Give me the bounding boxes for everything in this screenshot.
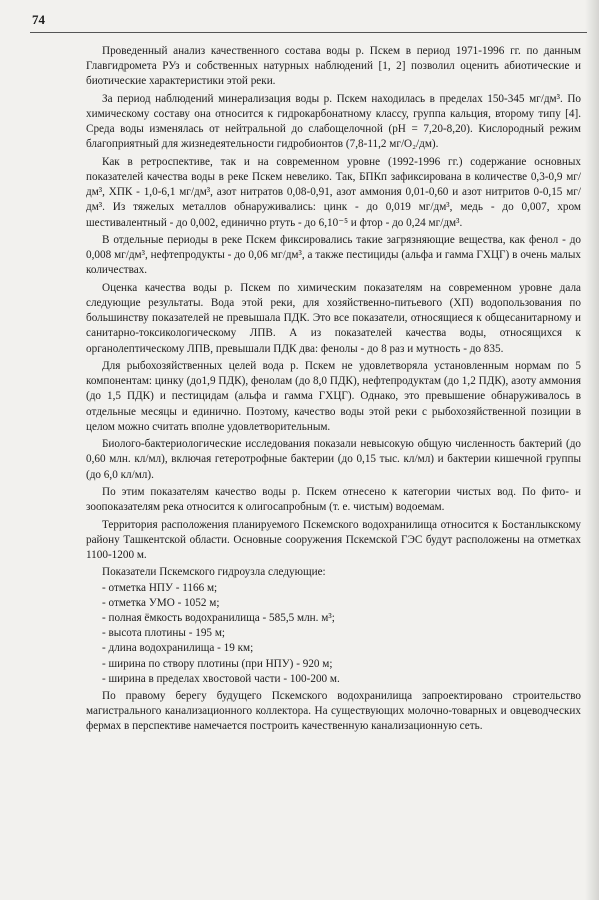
paragraph: Территория расположения планируемого Пскемского водохранилища относится к Бостанлыкскому району Ташкентской области. Основные сооружения Пскемской ГЭС будут расположены на отметках 1100-1200 м. — [86, 518, 581, 561]
list-item: - ширина в пределах хвостовой части - 100-200 м. — [102, 672, 340, 685]
paragraph: Биолого-бактериологические исследования показали невысокую общую численность бактерий (до 0,60 млн. кл/мл), включая гетеротрофные бактерии (до 0,15 тыс. кл/мл) и бактерии кишечной группы (до 6,0 кл/мл). — [86, 438, 581, 481]
list-item: - длина водохранилища - 19 км; — [102, 642, 254, 655]
body-text — [86, 44, 581, 737]
header-divider — [30, 32, 587, 33]
paragraph: Для рыбохозяйственных целей вода р. Пскем не удовлетворяла установленным нормам по 5 компонентам: цинку (до1,9 ПДК), фенолам (до 8,0 ПДК), нефтепродуктам (до 1,2 ПДК), азоту аммония (до 1,5 ПДК) и пестицидам (альфа и гамма ГХЦГ). Однако, это превышение обнаруживалось в отдельные месяцы и единично. Поэтому, качество воды этой реки с рыбохозяйственной позиции в целом можно считать вполне удовлетворительным. — [86, 360, 581, 433]
list-item: - высота плотины - 195 м; — [102, 627, 226, 640]
list-item: - отметка НПУ - 1166 м; — [102, 581, 218, 594]
paragraph: В отдельные периоды в реке Пскем фиксировались такие загрязняющие вещества, как фенол - до 0,008 мг/дм³, нефтепродукты - до 0,06 мг/дм³, а также пестициды (альфа и гамма ГХЦГ) в очень малых количествах. — [86, 234, 581, 277]
list-item: - отметка УМО - 1052 м; — [102, 596, 220, 609]
page-edge-shadow — [585, 0, 599, 900]
paragraph: Проведенный анализ качественного состава воды р. Пскем в период 1971-1996 гг. по данным Главгидромета РУз и собственных натурных наблюдений [1, 2] позволил оценить абиотические и биотические характеристики этой реки. — [86, 45, 581, 88]
paragraph: По правому берегу будущего Пскемского водохранилища запроектировано строительство магистрального канализационного коллектора. На существующих молочно-товарных и овцеводческих фермах в перспективе намечается построить качественную канализационную сеть. — [86, 690, 581, 733]
indicators-title: Показатели Пскемского гидроузла следующие: — [102, 566, 326, 579]
indicators-list — [86, 565, 581, 687]
page-number: 74 — [32, 12, 45, 27]
list-item: - ширина по створу плотины (при НПУ) - 920 м; — [102, 657, 333, 670]
paragraph: За период наблюдений минерализация воды р. Пскем находилась в пределах 150-345 мг/дм³. По химическому составу она относится к гидрокарбонатному классу, группа кальция, второму типу [4]. Среда воды изменялась от нейтральной до слабощелочной (рН = 7,20-8,20). Кислородный режим благоприятный для жизнедеятельности гидробионтов (7,8-11,2 мг/O₂/дм). — [86, 92, 581, 151]
paragraph: Оценка качества воды р. Пскем по химическим показателям на современном уровне дала следующие результаты. Вода этой реки, для хозяйственно-питьевого (ХП) водопользования по большинству показателей не превышала ПДК. Это все показатели, относящиеся к общесанитарному и санитарно-токсикологическому ЛПВ. А из показателей качества воды, относящихся к органолептическому ЛПВ, превышали ПДК два: фенолы - до 8 раз и мутность - до 835. — [86, 281, 581, 355]
paragraph: Как в ретроспективе, так и на современном уровне (1992-1996 гг.) содержание основных показателей качества воды в реке Пскем невелико. Так, БПКп зафиксирована в количестве 0,3-0,9 мг/дм³, ХПК - 1,0-6,1 мг/дм³, азот нитратов 0,08-0,91, азот аммония 0,01-0,60 и азот нитритов 0-0,15 мг/дм³. Из тяжелых металлов обнаруживались: цинк - до 0,019 мг/дм³, медь - до 0,007, хром шестивалентный - до 0,002, единично ртуть - до 6,10⁻⁵ и фтор - до 0,24 мг/дм³. — [86, 155, 581, 229]
paragraph: По этим показателям качество воды р. Пскем отнесено к категории чистых вод. По фито- и зоопоказателям река относится к олигосапробным (т. е. чистым) водоемам. — [86, 486, 581, 514]
list-item: - полная ёмкость водохранилища - 585,5 млн. м³; — [102, 612, 335, 624]
